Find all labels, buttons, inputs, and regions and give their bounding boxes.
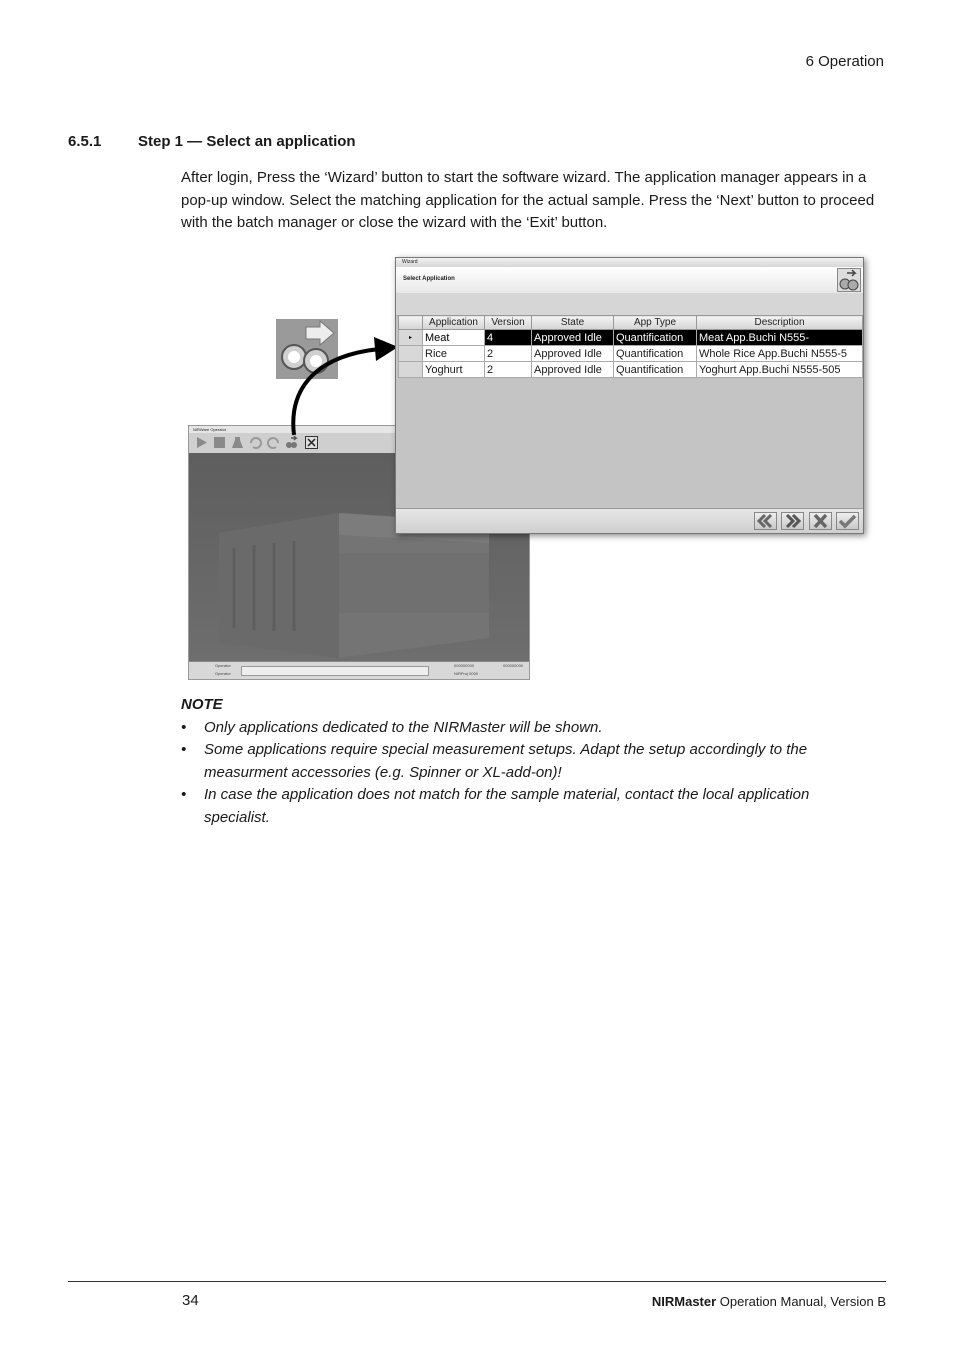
application-grid: [398, 315, 863, 378]
status-operator-label: Operator: [215, 663, 231, 668]
bullet: •: [181, 786, 187, 803]
column-header-description[interactable]: Description: [697, 316, 863, 330]
cell-application[interactable]: Meat: [423, 330, 485, 346]
footer-divider: [68, 1281, 886, 1282]
cell-app-type[interactable]: Quantification: [614, 362, 697, 378]
cell-version[interactable]: 4: [485, 330, 532, 346]
note-item: Some applications require special measurement setups. Adapt the setup accordingly to the measurment accessories (e.g. Spinner or XL-add-on)!: [204, 741, 808, 781]
column-header-state[interactable]: State: [532, 316, 614, 330]
section-title: Step 1 — Select an application: [138, 133, 356, 150]
status-operator-value: Operator: [215, 671, 231, 676]
cell-description[interactable]: Yoghurt App.Buchi N555-505: [697, 362, 863, 378]
filter-bar: [396, 293, 863, 316]
row-selector[interactable]: ▸: [399, 330, 423, 346]
x-icon: [810, 513, 831, 529]
cell-app-type[interactable]: Quantification: [614, 330, 697, 346]
finish-button[interactable]: [836, 512, 859, 530]
redo-icon[interactable]: [267, 436, 280, 449]
row-header-corner: [399, 316, 423, 330]
wizard-header-icon: [837, 268, 861, 292]
column-header-version[interactable]: Version: [485, 316, 532, 330]
checkmark-icon: [837, 513, 858, 529]
wizard-header: [396, 267, 863, 294]
cell-state[interactable]: Approved Idle: [532, 346, 614, 362]
status-field-2: NIRProj 5000: [454, 671, 479, 676]
table-row[interactable]: [399, 330, 863, 346]
wizard-footer: [396, 508, 863, 533]
grid-header-row: [399, 316, 863, 330]
operator-statusbar: [189, 661, 529, 679]
cell-app-type[interactable]: Quantification: [614, 346, 697, 362]
wizard-titlebar: Wizard: [396, 258, 863, 267]
cell-application[interactable]: Yoghurt: [423, 362, 485, 378]
next-button[interactable]: [781, 512, 804, 530]
sample-icon[interactable]: [231, 436, 244, 449]
chapter-header: 6 Operation: [805, 53, 884, 70]
operator-titlebar: NIRWare Operator: [189, 426, 529, 433]
bullet: •: [181, 719, 187, 736]
cell-state[interactable]: Approved Idle: [532, 330, 614, 346]
table-row[interactable]: [399, 362, 863, 378]
cell-state[interactable]: Approved Idle: [532, 362, 614, 378]
cell-version[interactable]: 2: [485, 362, 532, 378]
column-header-app-type[interactable]: App Type: [614, 316, 697, 330]
back-button[interactable]: [754, 512, 777, 530]
footer-title: [652, 1294, 886, 1309]
cell-description[interactable]: Whole Rice App.Buchi N555-5: [697, 346, 863, 362]
status-field-1: 000000000: [454, 663, 475, 668]
bullet: •: [181, 741, 187, 758]
undo-icon[interactable]: [249, 436, 262, 449]
callout-arrow: [280, 335, 400, 440]
wizard-heading: Select Application: [403, 276, 455, 282]
intro-paragraph: After login, Press the ‘Wizard’ button to start the software wizard. The application manager appears in a pop-up window. Select the matching application for the actual sample. Press the ‘Next’ button to proceed with the batch manager or close the wizard with the ‘Exit’ button.: [181, 169, 875, 232]
double-chevron-left-icon: [755, 513, 776, 529]
page-number: 34: [182, 1292, 199, 1309]
note-item: Only applications dedicated to the NIRMaster will be shown.: [204, 719, 603, 736]
section-number: 6.5.1: [68, 133, 102, 150]
row-selector[interactable]: [399, 362, 423, 378]
stop-icon[interactable]: [213, 436, 226, 449]
table-row[interactable]: [399, 346, 863, 362]
exit-button[interactable]: [809, 512, 832, 530]
status-field-3: 000000000: [503, 663, 524, 668]
progress-bar: [241, 666, 429, 676]
cell-application[interactable]: Rice: [423, 346, 485, 362]
note-title: NOTE: [181, 696, 223, 713]
footer-product: NIRMaster: [651, 1294, 717, 1309]
wizard-window: [395, 257, 864, 534]
footer-manual: Operation Manual, Version B: [716, 1294, 886, 1309]
note-item: In case the application does not match for the sample material, contact the local application specialist.: [204, 786, 810, 826]
column-header-application[interactable]: Application: [423, 316, 485, 330]
double-chevron-right-icon: [782, 513, 803, 529]
cell-description[interactable]: Meat App.Buchi N555-: [697, 330, 863, 346]
cell-version[interactable]: 2: [485, 346, 532, 362]
play-icon[interactable]: [195, 436, 208, 449]
row-selector[interactable]: [399, 346, 423, 362]
